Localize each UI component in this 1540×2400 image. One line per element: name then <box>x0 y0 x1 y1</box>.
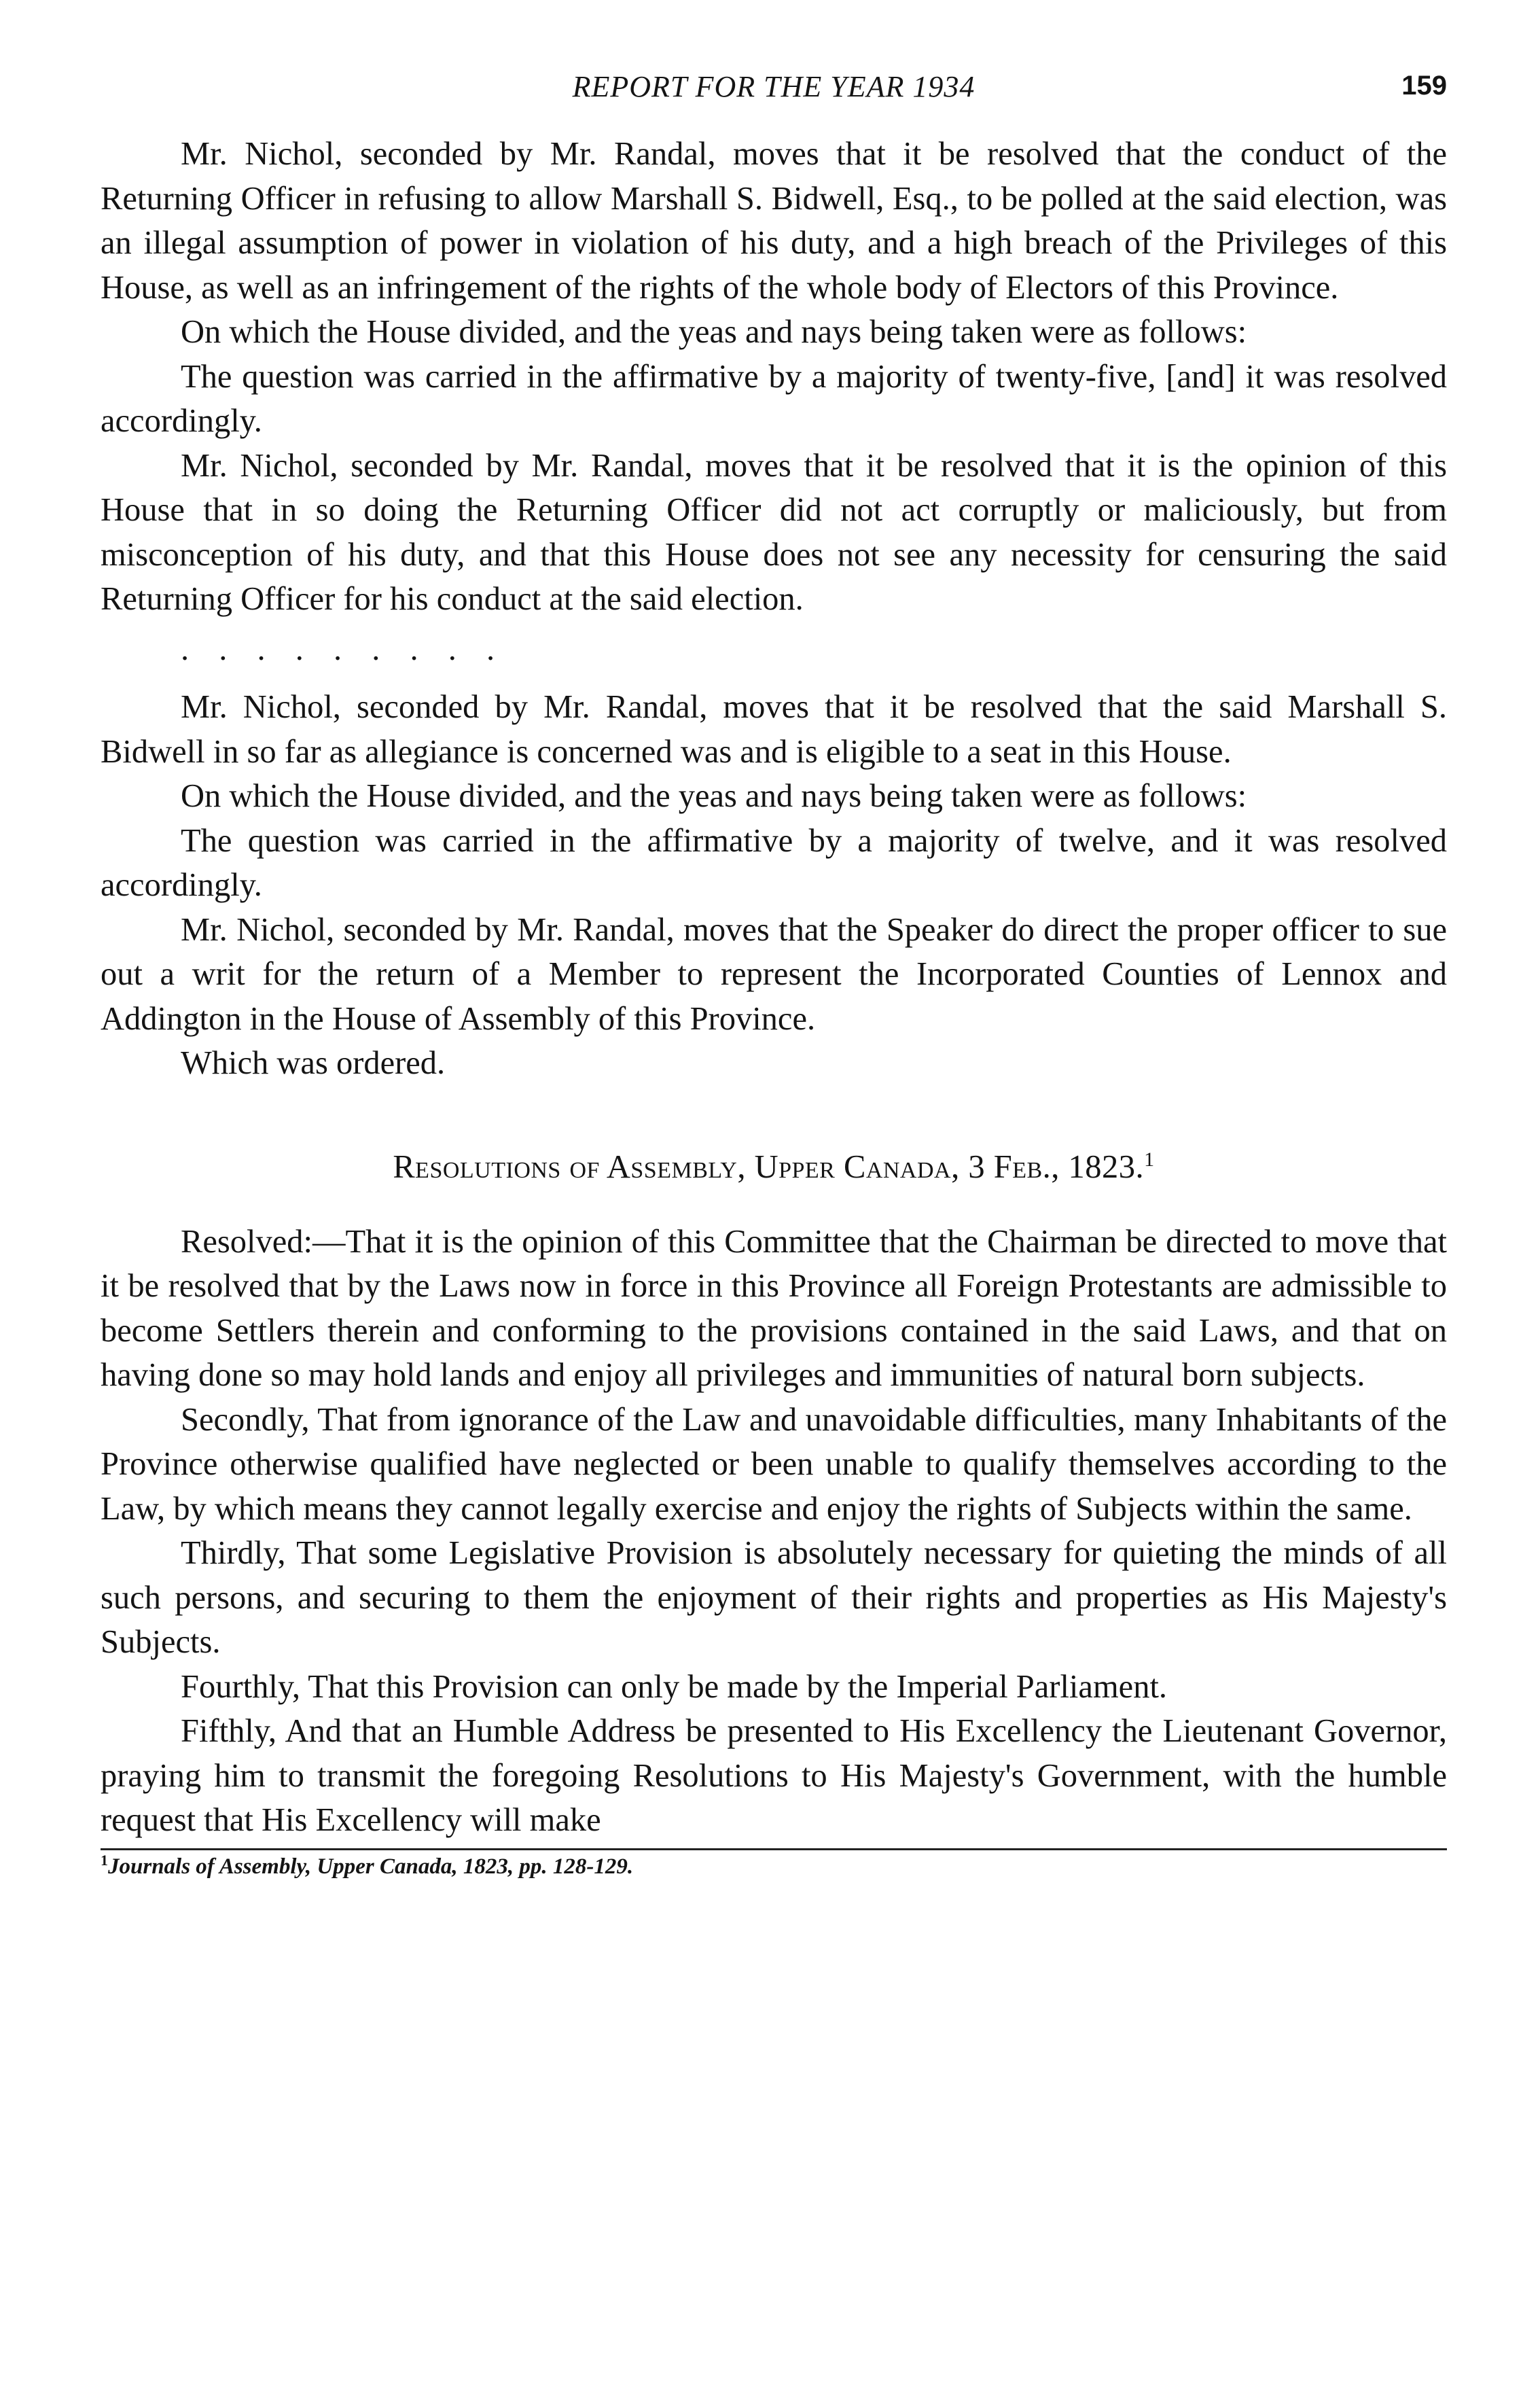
paragraph-question-carried: The question was carried in the affirmative by a majority of twenty-five, [and] it was resolved accordingly. <box>101 358 1447 439</box>
running-header <box>101 65 1447 113</box>
paragraph-house-divided-second: On which the House divided, and the yeas and nays being taken were as follows: <box>181 778 1247 814</box>
paragraph-ordered: Which was ordered. <box>181 1045 446 1081</box>
footnote-text: Journals of Assembly, Upper Canada, 1823, pp. 128-129. <box>108 1854 634 1879</box>
paragraph-motion-writ: Mr. Nichol, seconded by Mr. Randal, moves that the Speaker do direct the proper officer to sue out a writ for the return of a Member to represent the Incorporated Counties of Lennox and Addington in the House of Assembly of this Province. <box>101 911 1447 1037</box>
footnote-marker: 1 <box>101 1851 108 1869</box>
paragraph-house-divided: On which the House divided, and the yeas and nays being taken were as follows: <box>181 314 1247 350</box>
resolution-third: Thirdly, That some Legislative Provision is absolutely necessary for quieting the minds of all such persons, and securing to them the enjoyment of their rights and properties as His Majesty's Subjects. <box>101 1535 1447 1660</box>
resolution-second: Secondly, That from ignorance of the Law and unavoidable difficulties, many Inhabitants of the Province otherwise qualified have neglected or been unable to qualify themselves according to the Law, by which means they cannot legally exercise and enjoy the rights of Subjects within the same. <box>101 1401 1447 1527</box>
paragraph-motion-returning-officer: Mr. Nichol, seconded by Mr. Randal, moves that it be resolved that the conduct of the Returning Officer in refusing to allow Marshall S. Bidwell, Esq., to be polled at the said election, was an illegal assumption of power in violation of his duty, and a high breach of the Privileges of this House, as well as an infringement of the rights of the whole body of Electors of this Province. <box>101 136 1447 306</box>
footnote-rule <box>101 1848 1447 1850</box>
resolution-first: Resolved:—That it is the opinion of this Committee that the Chairman be directed to move that it be resolved that by the Laws now in force in this Province all Foreign Protestants are admissible to become Settlers therein and conforming to the provisions contained in the said Laws, and that on having done so may hold lands and enjoy all privileges and immunities of natural born subjects. <box>101 1223 1447 1393</box>
paragraph-motion-no-censure: Mr. Nichol, seconded by Mr. Randal, moves that it be resolved that it is the opinion of this House that in so doing the Returning Officer did not act corruptly or maliciously, but from misconception of his duty, and that this House does not see any necessity for censuring the said Returning Officer for his conduct at the said election. <box>101 447 1447 617</box>
section-heading <box>101 1148 1447 1186</box>
resolution-fifth: Fifthly, And that an Humble Address be presented to His Excellency the Lieutenant Governor, praying him to transmit the foregoing Resolutions to His Majesty's Government, with the humble request that His Excellency will make <box>101 1713 1447 1838</box>
paragraph-question-carried-second: The question was carried in the affirmative by a majority of twelve, and it was resolved accordingly. <box>101 822 1447 903</box>
paragraph-motion-bidwell-eligible: Mr. Nichol, seconded by Mr. Randal, moves that it be resolved that the said Marshall S. Bidwell in so far as allegiance is concerned was and is eligible to a seat in this House. <box>101 689 1447 770</box>
footnote-reference: 1 <box>1144 1148 1155 1171</box>
footnote <box>101 1851 1447 1880</box>
section-heading-text: Resolutions of Assembly, Upper Canada, 3 Feb., 1823. <box>393 1148 1145 1185</box>
omission-leaders: . . . . . . . . . <box>181 631 506 667</box>
running-title: REPORT FOR THE YEAR 1934 <box>572 70 975 103</box>
document-page <box>101 65 1447 1880</box>
resolution-fourth: Fourthly, That this Provision can only be made by the Imperial Parliament. <box>181 1668 1168 1705</box>
page-number: 159 <box>1401 71 1447 101</box>
